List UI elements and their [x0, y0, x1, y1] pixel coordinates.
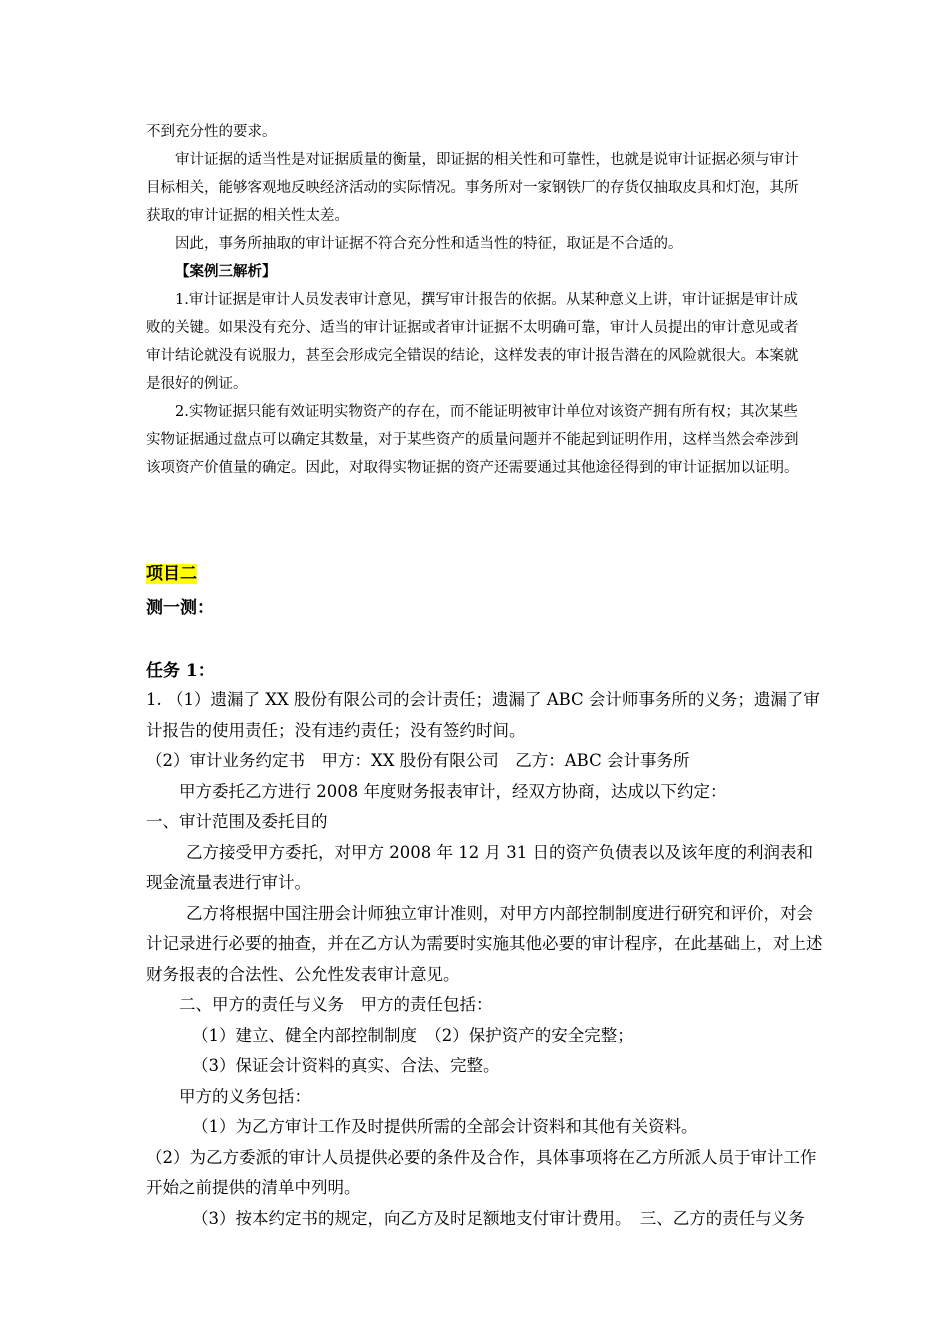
test-heading: 测一测： — [146, 598, 214, 618]
case-three-point-1: 1.审计证据是审计人员发表审计意见，撰写审计报告的依据。从某种意义上讲，审计证据是审计成败的关键。如果没有充分、适当的审计证据或者审计证据不太明确可靠，审计人员提出的审计意见或者审计结论就没有说服力，甚至会形成完全错误的结论，这样发表的审计报告潜在的风险就很大。本案就是很好的例证。 — [146, 292, 799, 392]
case-two-conclusion-paragraph: 因此，事务所抽取的审计证据不符合充分性和适当性的特征，取证是不合适的。 — [175, 236, 683, 252]
section-scope-heading: 一、审计范围及委托目的 — [146, 812, 328, 831]
case-analysis-section — [146, 118, 808, 482]
case-two-appropriateness-paragraph: 审计证据的适当性是对证据质量的衡量，即证据的相关性和可靠性，也就是说审计证据必须与审计目标相关，能够客观地反映经济活动的实际情况。事务所对一家钢铁厂的存货仅抽取皮具和灯泡，其所获取的审计证据的相关性太差。 — [146, 152, 799, 224]
engagement-letter-intro: 甲方委托乙方进行 2008 年度财务报表审计，经双方协商，达成以下约定： — [179, 781, 727, 801]
scope-paragraph-2: 乙方将根据中国注册会计师独立审计准则，对甲方内部控制制度进行研究和评价，对会计记录进行必要的抽查，并在乙方认为需要时实施其他必要的审计程序，在此基础上，对上述财务报表的合法性、公允性发表审计意见。 — [146, 903, 823, 984]
case-two-conclusion-tail: 不到充分性的要求。 — [146, 124, 277, 140]
task-one-answer-2: （2）审计业务约定书 甲方：XX 股份有限公司 乙方：ABC 会计事务所 — [146, 751, 690, 770]
task-one-section — [146, 657, 826, 1234]
project-two-title: 项目二 — [146, 564, 197, 584]
party-a-responsibility-3: （3）保证会计资料的真实、合法、完整。 — [192, 1056, 500, 1075]
scope-paragraph-1: 乙方接受甲方委托，对甲方 2008 年 12 月 31 日的资产负债表以及该年度的利润表和现金流量表进行审计。 — [146, 842, 813, 892]
party-a-obligation-3: （3）按本约定书的规定，向乙方及时足额地支付审计费用。 三、乙方的责任与义务 — [192, 1208, 805, 1228]
party-a-obligation-2: （2）为乙方委派的审计人员提供必要的条件及合作，具体事项将在乙方所派人员于审计工作开始之前提供的清单中列明。 — [146, 1147, 817, 1197]
case-three-point-2: 2.实物证据只能有效证明实物资产的存在，而不能证明被审计单位对该资产拥有所有权；其次某些实物证据通过盘点可以确定其数量，对于某些资产的质量问题并不能起到证明作用，这样当然会牵涉到该项资产价值量的确定。因此，对取得实物证据的资产还需要通过其他途径得到的审计证据加以证明。 — [146, 404, 799, 476]
task-one-answer-1: 1. （1）遗漏了 XX 股份有限公司的会计责任；遗漏了 ABC 会计师事务所的义务；遗漏了审计报告的使用责任；没有违约责任；没有签约时间。 — [146, 690, 820, 740]
party-a-obligation-heading: 甲方的义务包括： — [179, 1086, 311, 1106]
project-two-header — [146, 557, 826, 625]
task-one-heading: 任务 1： — [146, 661, 215, 681]
party-a-obligation-1: （1）为乙方审计工作及时提供所需的全部会计资料和其他有关资料。 — [192, 1117, 698, 1136]
party-a-responsibility-heading: 二、甲方的责任与义务 甲方的责任包括： — [179, 995, 493, 1014]
party-a-responsibility-1-2: （1）建立、健全内部控制制度 （2）保护资产的安全完整； — [192, 1025, 634, 1045]
case-three-heading: 【案例三解析】 — [175, 263, 277, 280]
